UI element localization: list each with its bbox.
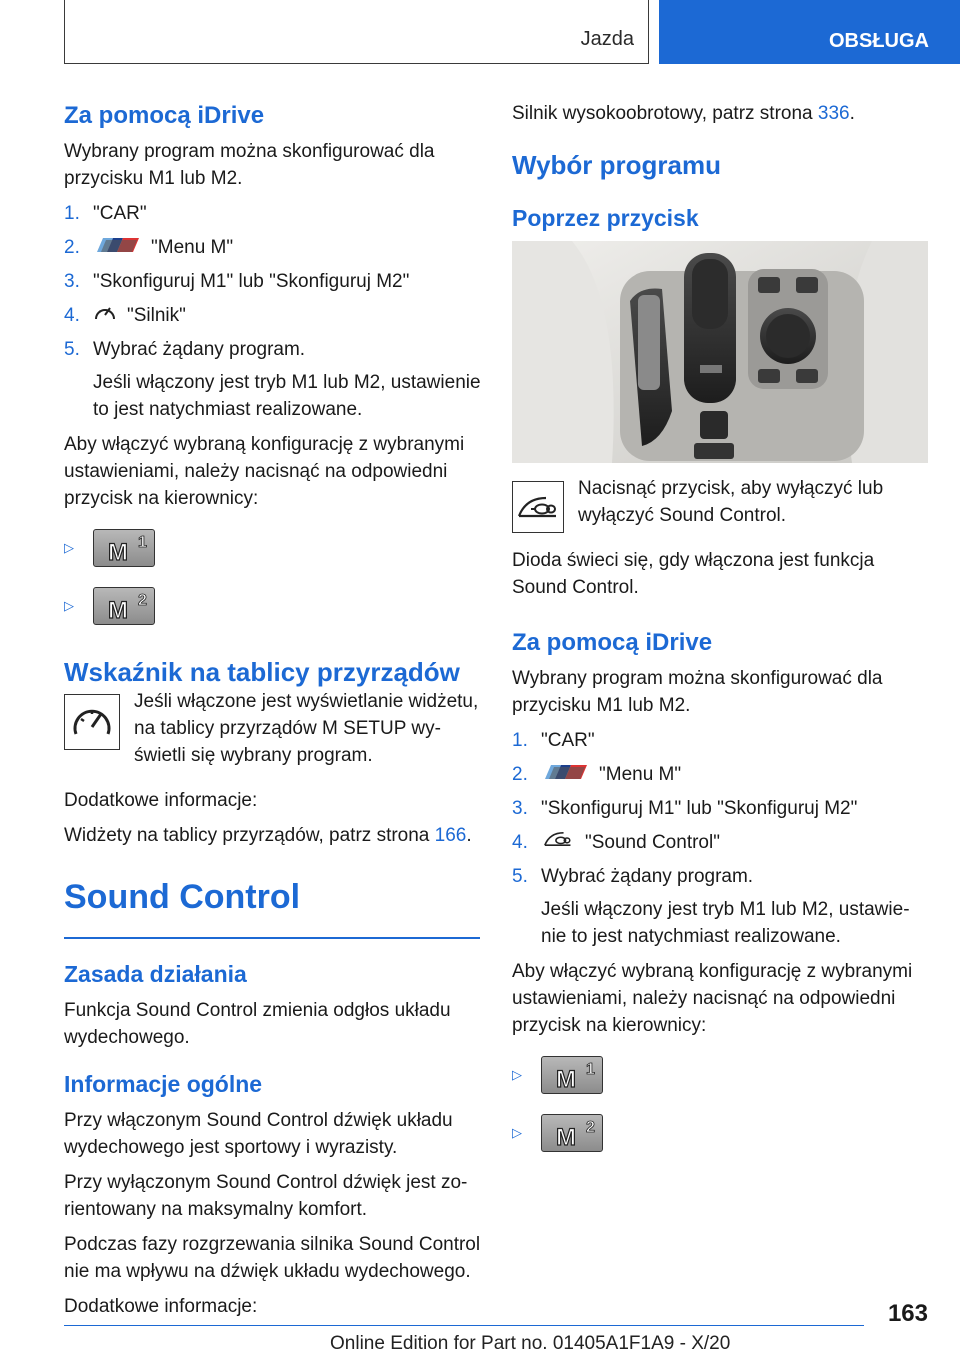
- sound-control-section: [64, 875, 484, 1320]
- step-text: "Skonfiguruj M1" lub "Skonfiguruj M2": [93, 271, 410, 292]
- reference-text: Silnik wysokoobrotowy, patrz strona: [512, 103, 818, 124]
- steering-text-left: Aby włączyć wybraną konfigurację z wybranymi ustawieniami, należy nacisnąć na odpowiedni przycisk na kierownicy:: [64, 434, 465, 509]
- step-text: Wybrać żądany program.: [541, 866, 754, 887]
- sound-button-block: [512, 478, 928, 537]
- idrive-steps-right: [512, 727, 928, 950]
- m-stripes-icon: [541, 761, 589, 788]
- list-item: [512, 727, 928, 761]
- list-item: [64, 234, 484, 268]
- list-item: [512, 761, 928, 795]
- m1-button-icon: [93, 529, 155, 567]
- step-text: "Sound Control": [585, 832, 720, 853]
- m2-superscript: 2: [138, 592, 147, 609]
- left-column: [64, 100, 484, 1328]
- step-text: "Menu M": [599, 764, 682, 785]
- m1-row-right: [512, 1047, 928, 1103]
- m-letter: M: [108, 597, 128, 624]
- step-number: 5.: [64, 339, 80, 360]
- step-text: "Skonfiguruj M1" lub "Skonfiguruj M2": [541, 798, 858, 819]
- step-text: "CAR": [93, 203, 147, 224]
- list-item: [512, 863, 928, 950]
- step-text: "Silnik": [127, 305, 186, 327]
- center-console-photo: [512, 241, 928, 463]
- idrive-title-right: Za pomocą iDrive: [512, 629, 713, 656]
- step-subtext: Jeśli włączony jest tryb M1 lub M2, ustawienie to jest natychmiast realizowane.: [541, 899, 910, 947]
- principle-title: Zasada działania: [64, 960, 247, 987]
- m1-superscript: 1: [138, 534, 147, 551]
- list-item: [64, 302, 484, 336]
- header-section-box: [64, 0, 649, 64]
- triangle-bullet-icon: ▷: [64, 540, 74, 555]
- list-item: [64, 200, 484, 234]
- step-number: 4.: [64, 305, 80, 326]
- principle-text: Funkcja Sound Control zmienia odgłos układu wydechowego.: [64, 999, 451, 1048]
- step-number: 5.: [512, 866, 528, 887]
- steering-text-right: Aby włączyć wybraną konfigurację z wybranymi ustawieniami, należy nacisnąć na odpowiedni przycisk na kierownicy:: [512, 961, 913, 1036]
- step-number: 2.: [512, 764, 528, 785]
- general-title: Informacje ogólne: [64, 1070, 263, 1097]
- reference-text: Widżety na tablicy przyrządów, patrz strona: [64, 825, 435, 846]
- step-text: "Menu M": [151, 237, 234, 258]
- cluster-text: Jeśli włączone jest wyświetlanie widżetu, na tablicy przyrządów M SETUP wyświetli się wybrany program.: [134, 691, 479, 766]
- list-item: [512, 829, 928, 863]
- step-number: 4.: [512, 832, 528, 853]
- sound-control-title: Sound Control: [64, 878, 301, 916]
- header-section-label: Jazda: [580, 28, 634, 50]
- step-number: 1.: [512, 730, 528, 751]
- cluster-more: Dodatkowe informacje:: [64, 790, 258, 811]
- title-rule: [64, 937, 480, 939]
- cluster-icon-block: [64, 691, 484, 777]
- led-text: Dioda świeci się, gdy włączona jest funkcja Sound Control.: [512, 550, 875, 598]
- select-program-title: Wybór programu: [512, 150, 721, 180]
- page-link-166[interactable]: 166: [434, 825, 467, 846]
- m2-row-left: [64, 578, 484, 634]
- general-p3: Podczas fazy rozgrzewania silnika Sound Control nie ma wpływu na dźwięk układu wydechowego.: [64, 1233, 481, 1282]
- list-item: [64, 336, 484, 423]
- m2-button-icon: [93, 587, 155, 625]
- right-column: [512, 100, 928, 1163]
- general-more: Dodatkowe informacje:: [64, 1295, 258, 1317]
- step-text: Wybrać żądany program.: [93, 339, 306, 360]
- sound-control-icon: [541, 829, 575, 856]
- step-number: 2.: [64, 237, 80, 258]
- step-number: 3.: [64, 271, 80, 292]
- page-link-336[interactable]: 336: [817, 103, 850, 124]
- footer-edition: Online Edition for Part no. 01405A1F1A9 - X/20: [330, 1333, 731, 1354]
- header-tab-obsluga[interactable]: OBSŁUGA: [659, 0, 960, 64]
- m1-button-icon: [541, 1056, 603, 1094]
- m-letter: M: [108, 539, 128, 566]
- m2-button-icon: [541, 1114, 603, 1152]
- idrive-intro-right: Wybrany program można skonfigurować dla przycisku M1 lub M2.: [512, 668, 883, 716]
- triangle-bullet-icon: ▷: [512, 1125, 522, 1140]
- m-letter: M: [556, 1124, 576, 1151]
- triangle-bullet-icon: ▷: [64, 598, 74, 613]
- m-stripes-icon: [93, 234, 141, 261]
- button-title: Poprzez przycisk: [512, 205, 699, 231]
- general-p2: Przy wyłączonym Sound Control dźwięk jest zorientowany na maksymalny komfort.: [64, 1171, 468, 1220]
- list-item: [64, 268, 484, 302]
- list-item: [512, 795, 928, 829]
- m2-row-right: [512, 1105, 928, 1161]
- idrive-intro-left: Wybrany program można skonfigurować dla przycisku M1 lub M2.: [64, 141, 435, 189]
- step-text: "CAR": [541, 730, 595, 751]
- m2-superscript: 2: [586, 1119, 595, 1136]
- button-text: Nacisnąć przycisk, aby wyłączyć lub wyłączyć Sound Control.: [578, 478, 884, 526]
- reference-end: .: [466, 825, 472, 846]
- step-subtext: Jeśli włączony jest tryb M1 lub M2, ustawienie to jest natychmiast realizowane.: [93, 372, 481, 420]
- m1-superscript: 1: [586, 1061, 595, 1078]
- sound-control-icon: [512, 481, 564, 533]
- triangle-bullet-icon: ▷: [512, 1067, 522, 1082]
- speedometer-icon: [93, 302, 117, 330]
- high-rev-reference: [512, 100, 928, 127]
- general-p1: Przy włączonym Sound Control dźwięk układu wydechowego jest sportowy i wyrazisty.: [64, 1109, 453, 1158]
- m-letter: M: [556, 1066, 576, 1093]
- speedometer-icon: [64, 694, 120, 750]
- step-number: 1.: [64, 203, 80, 224]
- footer-rule: [64, 1325, 864, 1326]
- page-number: 163: [887, 1300, 928, 1327]
- cluster-reference: [64, 822, 484, 849]
- idrive-steps-left: [64, 200, 484, 423]
- cluster-title: Wskaźnik na tablicy przyrządów: [64, 657, 460, 687]
- step-number: 3.: [512, 798, 528, 819]
- m1-row-left: [64, 520, 484, 576]
- idrive-title-left: Za pomocą iDrive: [64, 102, 265, 129]
- reference-end: .: [849, 103, 855, 124]
